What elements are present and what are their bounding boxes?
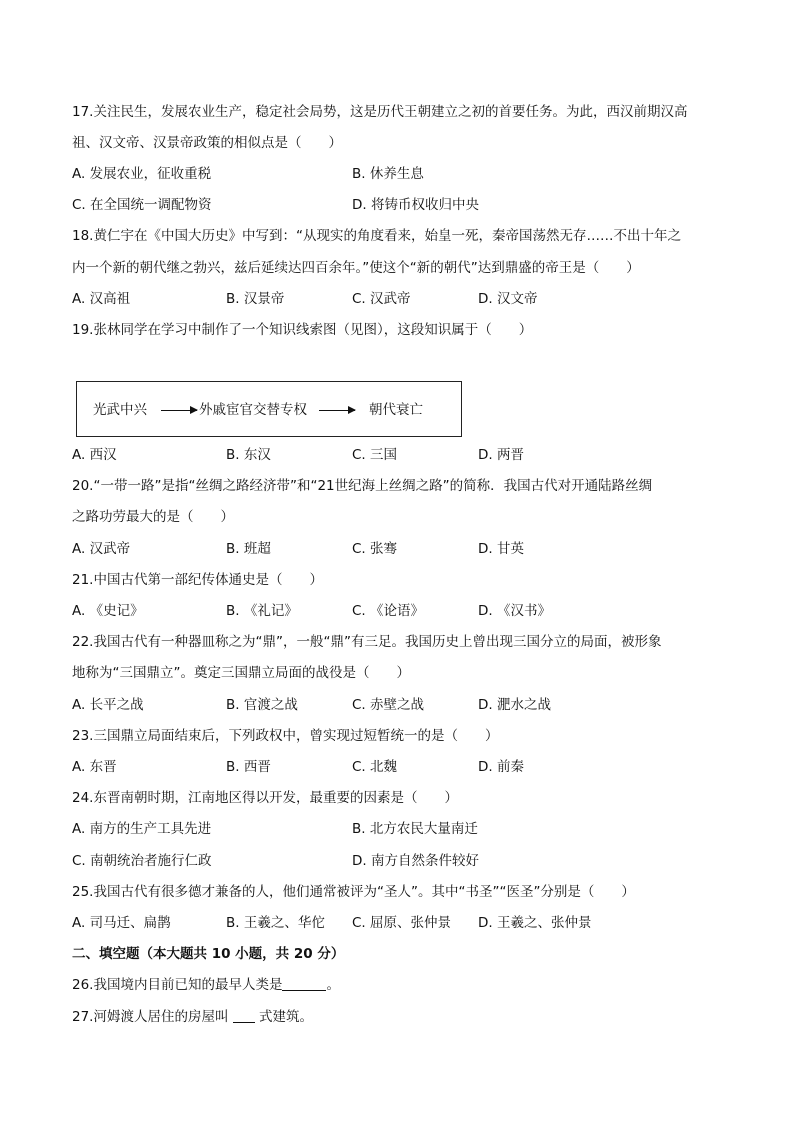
q26-answer-blank[interactable]: [282, 976, 326, 991]
q18-option-c[interactable]: C. 汉武帝: [352, 291, 411, 307]
q19-stem-line-1: 19.张林同学在学习中制作了一个知识线索图（见图），这段知识属于（ ）: [72, 322, 533, 338]
q17-option-d[interactable]: D. 将铸币权收归中央: [352, 197, 479, 213]
q19-option-d[interactable]: D. 两晋: [478, 447, 524, 463]
q25-option-a[interactable]: A. 司马迁、扁鹊: [72, 915, 171, 931]
q17-stem-line-1: 17.关注民生，发展农业生产，稳定社会局势，这是历代王朝建立之初的首要任务。为此，西汉前期汉高: [72, 104, 688, 120]
q17-option-a[interactable]: A. 发展农业，征收重税: [72, 166, 212, 182]
q25-option-d[interactable]: D. 王羲之、张仲景: [478, 915, 592, 931]
q21-option-c[interactable]: C. 《论语》: [352, 603, 425, 619]
q26-stem-end: 。: [326, 977, 340, 993]
q25-stem-line-1: 25.我国古代有很多德才兼备的人，他们通常被评为“圣人”。其中“书圣”“医圣”分别是（ ）: [72, 884, 635, 900]
q21-option-a[interactable]: A. 《史记》: [72, 603, 144, 619]
q24-option-a[interactable]: A. 南方的生产工具先进: [72, 821, 212, 837]
q20-stem-line-1: 20.“一带一路”是指“丝绸之路经济带”和“21世纪海上丝绸之路”的简称．我国古代对开通陆路丝绸: [72, 478, 653, 494]
q25-option-c[interactable]: C. 屈原、张仲景: [352, 915, 452, 931]
q21-option-d[interactable]: D. 《汉书》: [478, 603, 551, 619]
q23-option-a[interactable]: A. 东晋: [72, 759, 117, 775]
q19-option-c[interactable]: C. 三国: [352, 447, 398, 463]
q27-stem: 27.河姆渡人居住的房屋叫: [72, 1009, 233, 1025]
q24-option-c[interactable]: C. 南朝统治者施行仁政: [72, 853, 212, 869]
q20-option-a[interactable]: A. 汉武帝: [72, 541, 131, 557]
diagram-node-3: 朝代衰亡: [369, 402, 423, 418]
q27-answer-blank[interactable]: [233, 1008, 255, 1023]
q25-option-b[interactable]: B. 王羲之、华佗: [226, 915, 325, 931]
section-title-fill-in: 二、填空题（本大题共 10 小题，共 20 分）: [72, 946, 345, 962]
q23-option-c[interactable]: C. 北魏: [352, 759, 398, 775]
q22-option-b[interactable]: B. 官渡之战: [226, 697, 298, 713]
q20-option-b[interactable]: B. 班超: [226, 541, 271, 557]
q17-option-b[interactable]: B. 休养生息: [352, 166, 424, 182]
q27-stem-end: 式建筑。: [254, 1009, 314, 1025]
q20-option-d[interactable]: D. 甘英: [478, 541, 524, 557]
q23-option-d[interactable]: D. 前秦: [478, 759, 524, 775]
q18-option-b[interactable]: B. 汉景帝: [226, 291, 285, 307]
q26-stem: 26.我国境内目前已知的最早人类是: [72, 977, 283, 993]
diagram-node-1: 光武中兴: [93, 402, 147, 418]
q19-option-b[interactable]: B. 东汉: [226, 447, 271, 463]
arrow-right-icon: [161, 410, 197, 411]
arrow-right-icon: [319, 410, 355, 411]
q17-option-c[interactable]: C. 在全国统一调配物资: [72, 197, 212, 213]
q20-option-c[interactable]: C. 张骞: [352, 541, 398, 557]
diagram-node-2: 外戚宦官交替专权: [199, 402, 307, 418]
q21-stem-line-1: 21.中国古代第一部纪传体通史是（ ）: [72, 572, 323, 588]
q26-line: [72, 976, 340, 994]
q27-line: [72, 1008, 313, 1026]
q17-stem-line-2: 祖、汉文帝、汉景帝政策的相似点是（ ）: [72, 135, 342, 151]
q23-option-b[interactable]: B. 西晋: [226, 759, 271, 775]
q23-stem-line-1: 23.三国鼎立局面结束后，下列政权中，曾实现过短暂统一的是（ ）: [72, 728, 499, 744]
q22-option-a[interactable]: A. 长平之战: [72, 697, 144, 713]
q24-option-d[interactable]: D. 南方自然条件较好: [352, 853, 479, 869]
q19-knowledge-diagram: [76, 381, 462, 437]
q22-option-c[interactable]: C. 赤壁之战: [352, 697, 425, 713]
q22-option-d[interactable]: D. 淝水之战: [478, 697, 551, 713]
q22-stem-line-2: 地称为“三国鼎立”。奠定三国鼎立局面的战役是（ ）: [72, 665, 410, 681]
q24-stem-line-1: 24.东晋南朝时期，江南地区得以开发，最重要的因素是（ ）: [72, 790, 458, 806]
q18-option-d[interactable]: D. 汉文帝: [478, 291, 538, 307]
q18-stem-line-2: 内一个新的朝代继之勃兴，兹后延续达四百余年。”使这个“新的朝代”达到鼎盛的帝王是（ ）: [72, 260, 640, 276]
q22-stem-line-1: 22.我国古代有一种器皿称之为“鼎”，一般“鼎”有三足。我国历史上曾出现三国分立的局面，被形象: [72, 634, 662, 650]
q19-option-a[interactable]: A. 西汉: [72, 447, 117, 463]
q20-stem-line-2: 之路功劳最大的是（ ）: [72, 509, 234, 525]
q18-stem-line-1: 18.黄仁宇在《中国大历史》中写到：“从现实的角度看来，始皇一死，秦帝国荡然无存……不出十年之: [72, 228, 681, 244]
q24-option-b[interactable]: B. 北方农民大量南迁: [352, 821, 478, 837]
q18-option-a[interactable]: A. 汉高祖: [72, 291, 131, 307]
q21-option-b[interactable]: B. 《礼记》: [226, 603, 298, 619]
